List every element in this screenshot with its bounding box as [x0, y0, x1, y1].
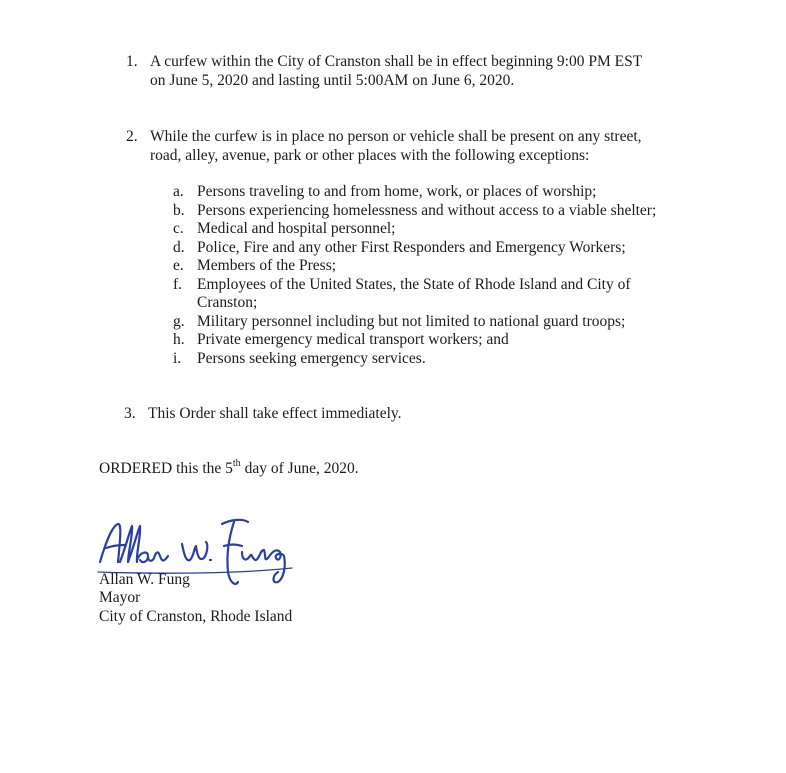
exception-i-text: Persons seeking emergency services. — [197, 350, 426, 367]
item-2-line-2: road, alley, avenue, park or other places with the following exceptions: — [150, 147, 590, 164]
signer-title: Mayor — [99, 589, 141, 606]
signer-organization: City of Cranston, Rhode Island — [99, 608, 293, 625]
exception-i-letter: i. — [173, 350, 182, 367]
exception-f-text-line-2: Cranston; — [197, 294, 258, 311]
exception-f-letter: f. — [173, 276, 183, 293]
exception-b-text: Persons experiencing homelessness and without access to a viable shelter; — [197, 202, 657, 219]
item-1-line-1: A curfew within the City of Cranston shall be in effect beginning 9:00 PM EST — [150, 53, 643, 70]
exception-f-text-line-1: Employees of the United States, the State of Rhode Island and City of — [197, 276, 631, 293]
item-1-number: 1. — [126, 53, 138, 70]
exception-e-text: Members of the Press; — [197, 257, 337, 274]
item-2-number: 2. — [126, 128, 138, 145]
exception-d-text: Police, Fire and any other First Responders and Emergency Workers; — [197, 239, 626, 256]
exception-h-letter: h. — [173, 331, 185, 348]
exception-c-text: Medical and hospital personnel; — [197, 220, 396, 237]
exception-h-text: Private emergency medical transport workers; and — [197, 331, 509, 348]
exception-a-letter: a. — [173, 183, 184, 200]
exception-g-letter: g. — [173, 313, 185, 330]
item-3-number: 3. — [124, 405, 136, 422]
exception-b-letter: b. — [173, 202, 185, 219]
item-2-line-1: While the curfew is in place no person or vehicle shall be present on any street, — [150, 128, 642, 145]
exception-c-letter: c. — [173, 220, 184, 237]
item-3-line-1: This Order shall take effect immediately. — [148, 405, 402, 422]
exception-a-text: Persons traveling to and from home, work, or places of worship; — [197, 183, 597, 200]
exception-d-letter: d. — [173, 239, 185, 256]
ordered-prefix: ORDERED this the 5 — [99, 460, 233, 477]
ordered-date-line — [99, 460, 359, 478]
signer-name: Allan W. Fung — [99, 571, 190, 588]
exception-g-text: Military personnel including but not limited to national guard troops; — [197, 313, 626, 330]
ordered-suffix: day of June, 2020. — [240, 460, 359, 477]
exception-e-letter: e. — [173, 257, 184, 274]
item-1-line-2: on June 5, 2020 and lasting until 5:00AM on June 6, 2020. — [150, 72, 515, 89]
ordered-superscript: th — [232, 458, 241, 469]
